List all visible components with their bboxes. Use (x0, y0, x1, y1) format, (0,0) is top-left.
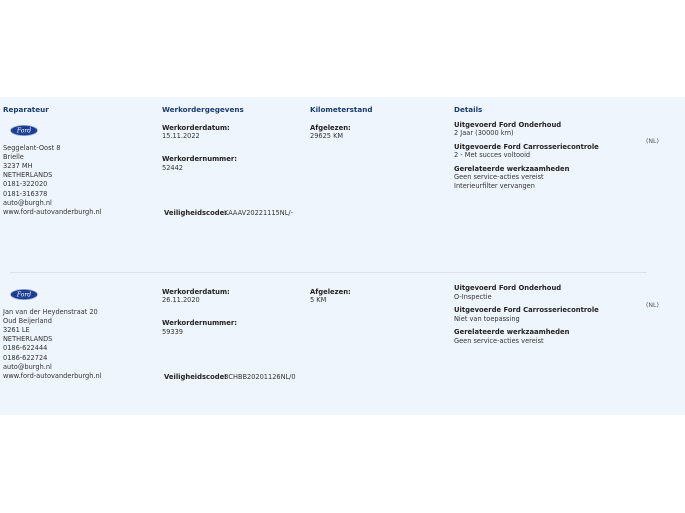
veiligheidscode-label: Veiligheidscode: (164, 209, 227, 217)
record-divider (10, 272, 647, 273)
carrosserie-value: Niet van toepassing (454, 314, 520, 323)
werkordernummer-label: Werkordernummer: (162, 319, 237, 327)
werkordernummer-label: Werkordernummer: (162, 155, 237, 163)
address-line: 3237 MH (3, 161, 33, 170)
onderhoud-value: O-Inspectie (454, 292, 492, 301)
werkzaamheden-item: Geen service-acties vereist (454, 337, 544, 345)
email-link[interactable]: auto@burgh.nl (3, 198, 52, 207)
afgelezen-value: 29625 KM (310, 132, 344, 140)
carrosserie-value: 2 - Met succes voltooid (454, 150, 531, 159)
werkordernummer-value: 59339 (162, 328, 183, 336)
werkorderdatum-label: Werkorderdatum: (162, 124, 230, 132)
carrosserie-label: Uitgevoerde Ford Carrosseriecontrole (454, 142, 599, 151)
werkzaamheden-list (454, 337, 544, 346)
werkzaamheden-item: Interieurfilter vervangen (454, 182, 535, 191)
address-line: 3261 LE (3, 325, 30, 334)
werkzaamheden-label: Gerelateerde werkzaamheden (454, 328, 570, 336)
address-line: NETHERLANDS (3, 171, 53, 180)
carrosserie-label: Uitgevoerde Ford Carrosseriecontrole (454, 306, 599, 314)
address-line: Seggelant-Oost 8 (3, 143, 61, 152)
werkzaamheden-list (454, 173, 544, 191)
werkorderdatum-value: 26.11.2020 (162, 296, 200, 304)
header-reparateur: Reparateur (3, 105, 49, 114)
ford-logo-icon (10, 289, 38, 300)
onderhoud-label: Uitgevoerd Ford Onderhoud (454, 284, 562, 292)
fax: 0181-316378 (3, 189, 48, 198)
email-link[interactable]: auto@burgh.nl (3, 362, 52, 371)
werkzaamheden-label: Gerelateerde werkzaamheden (454, 164, 570, 173)
werkordernummer-value: 52442 (162, 164, 183, 172)
repairer-address (3, 144, 102, 218)
address-line: Brielle (3, 152, 24, 161)
phone: 0186-622444 (3, 344, 48, 353)
header-details: Details (454, 105, 483, 114)
repairer-address (3, 308, 102, 382)
veiligheidscode-value: KAAAV20221115NL/- (224, 209, 293, 217)
onderhoud-value: 2 Jaar (30000 km) (454, 128, 514, 137)
header-kilometerstand: Kilometerstand (310, 105, 373, 114)
address-line: Oud Beijerland (3, 316, 52, 325)
werkzaamheden-item: Geen service-acties vereist (454, 173, 544, 181)
veiligheidscode-label: Veiligheidscode: (164, 373, 227, 381)
fax: 0186-622724 (3, 353, 48, 362)
afgelezen-value: 5 KM (310, 296, 327, 304)
ford-logo-icon (10, 125, 38, 136)
afgelezen-label: Afgelezen: (310, 287, 351, 296)
afgelezen-label: Afgelezen: (310, 124, 351, 132)
onderhoud-label: Uitgevoerd Ford Onderhoud (454, 120, 562, 129)
veiligheidscode-value: BCHBB20201126NL/0 (224, 373, 296, 381)
country-code: (NL) (646, 138, 659, 145)
website-link[interactable]: www.ford-autovanderburgh.nl (3, 207, 102, 216)
svg-text:Ford: Ford (16, 291, 32, 299)
website-link[interactable]: www.ford-autovanderburgh.nl (3, 371, 102, 380)
address-line: Jan van der Heydenstraat 20 (3, 307, 98, 316)
svg-text:Ford: Ford (16, 127, 32, 135)
phone: 0181-322020 (3, 180, 48, 189)
header-werkordergegevens: Werkordergegevens (162, 105, 244, 114)
address-line: NETHERLANDS (3, 335, 53, 344)
werkorderdatum-value: 15.11.2022 (162, 132, 200, 140)
country-code: (NL) (646, 301, 659, 309)
werkorderdatum-label: Werkorderdatum: (162, 287, 230, 296)
